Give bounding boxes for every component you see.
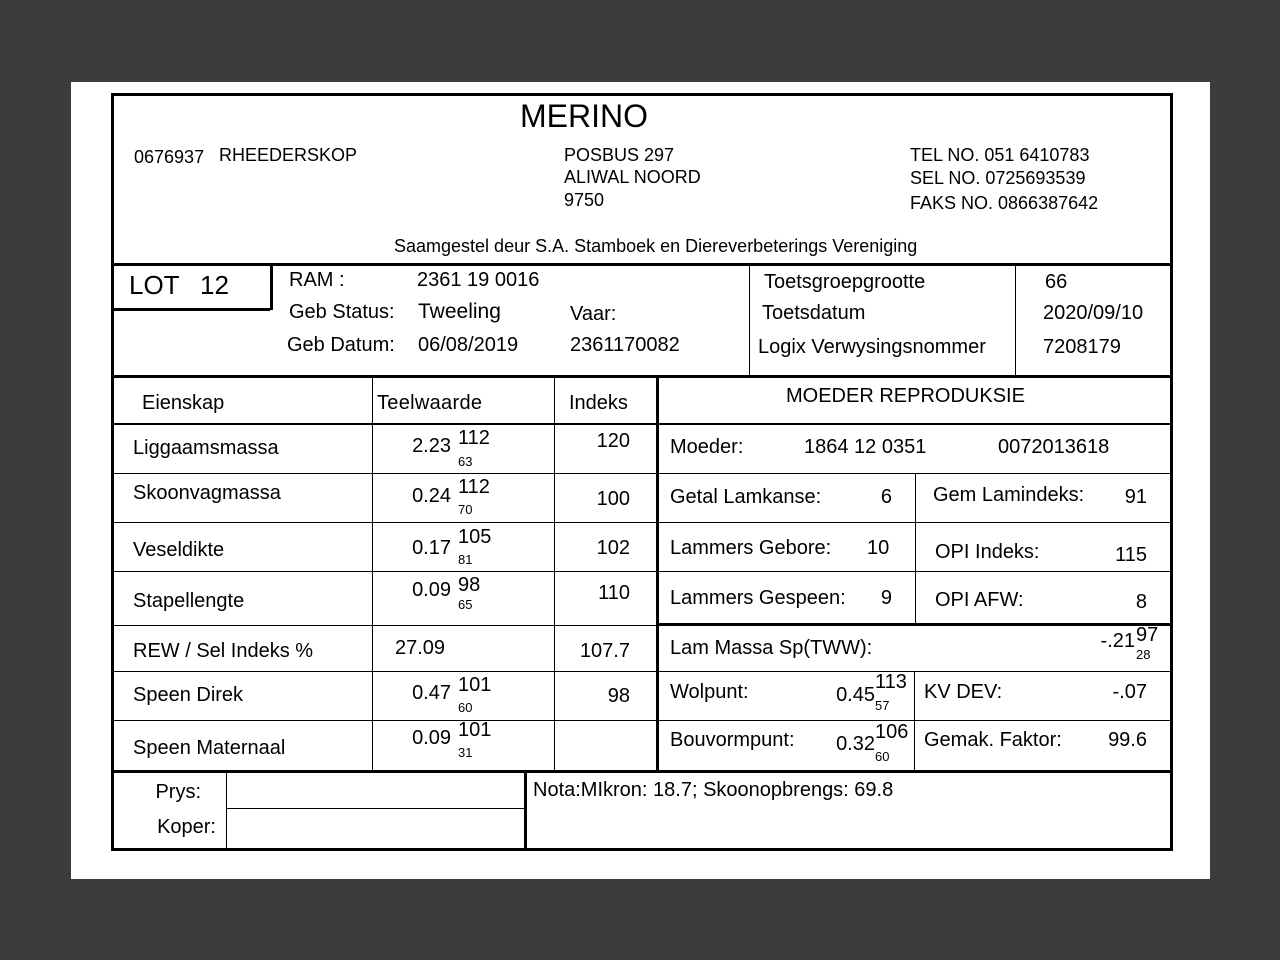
trait-sub: 81 — [458, 552, 473, 567]
trait-sub: 31 — [458, 745, 473, 760]
mother-col-b — [914, 672, 915, 771]
test-box-mid — [1015, 264, 1016, 376]
row-line-6 — [112, 720, 658, 721]
trait-sub: 63 — [458, 454, 473, 469]
lamb-chances-value: 6 — [880, 486, 892, 508]
row-line-3 — [112, 571, 658, 572]
row-line-h — [112, 423, 658, 425]
price-field[interactable] — [235, 782, 515, 804]
lamb-mass-sup: 97 — [1136, 624, 1159, 646]
mother-heading: MOEDER REPRODUKSIE — [786, 385, 1025, 407]
opi-afw-label: OPI AFW: — [935, 589, 1024, 611]
fax-number: FAKS NO. 0866387642 — [910, 193, 1099, 213]
trait-name: Stapellengte — [133, 590, 245, 612]
buyer-label: Koper: — [157, 816, 216, 838]
breeder-name: RHEEDERSKOP — [219, 145, 358, 165]
lambs-weaned-value: 9 — [880, 587, 892, 609]
lamb-mass-value: -.21 — [1100, 630, 1135, 652]
trait-sup: 112 — [458, 427, 490, 449]
conformation-score-sup: 106 — [875, 721, 909, 743]
row-line-5 — [112, 671, 658, 672]
trait-index: 102 — [596, 537, 630, 559]
col-line-1 — [372, 377, 373, 771]
col-header-breeding-value: Teelwaarde — [377, 392, 483, 414]
ram-value: 2361 19 0016 — [417, 269, 540, 291]
birth-date-value: 06/08/2019 — [418, 334, 519, 356]
mother-line-6 — [658, 720, 1172, 721]
footer-price-left — [226, 772, 227, 848]
lamb-mass-sub: 28 — [1136, 647, 1151, 662]
logix-value: 7208179 — [1043, 336, 1121, 358]
mother-line-5 — [658, 671, 1172, 672]
avg-lamb-index-label: Gem Lamindeks: — [933, 484, 1085, 506]
trait-value: 0.47 — [412, 682, 451, 704]
trait-name: Skoonvagmassa — [133, 482, 281, 504]
status-label: Geb Status: — [289, 301, 395, 323]
sire-label: Vaar: — [570, 303, 617, 325]
birth-date-label: Geb Datum: — [287, 334, 395, 356]
frame-bottom — [112, 848, 1172, 851]
mother-line-0 — [658, 423, 1172, 425]
cell-number: SEL NO. 0725693539 — [910, 168, 1086, 188]
lot-label: LOT — [129, 270, 180, 300]
trait-sup: 112 — [458, 476, 490, 498]
trait-sub: 60 — [458, 700, 473, 715]
logix-label: Logix Verwysingsnommer — [758, 336, 986, 358]
opi-afw-value: 8 — [1135, 591, 1147, 613]
trait-index: 98 — [607, 685, 630, 707]
ram-label: RAM : — [289, 269, 345, 291]
col-header-trait: Eienskap — [142, 392, 225, 414]
trait-name: Veseldikte — [133, 539, 225, 561]
opi-index-value: 115 — [1115, 544, 1147, 566]
trait-value: 2.23 — [412, 435, 451, 457]
ease-factor-value: 99.6 — [1108, 729, 1147, 751]
test-date-value: 2020/09/10 — [1043, 302, 1144, 324]
lambs-weaned-label: Lammers Gespeen: — [670, 587, 846, 609]
note-text: Nota:MIkron: 18.7; Skoonopbrengs: 69.8 — [533, 779, 894, 801]
frame-left — [111, 93, 114, 851]
trait-sup: 101 — [458, 674, 492, 696]
address-line-3: 9750 — [564, 190, 605, 210]
address-line-2: ALIWAL NOORD — [564, 167, 701, 187]
breeder-id: 0676937 — [134, 147, 205, 167]
kv-dev-label: KV DEV: — [924, 681, 1003, 703]
frame-top — [112, 93, 1172, 96]
footer-top — [112, 770, 1172, 773]
status-value: Tweeling — [418, 300, 501, 323]
trait-index: 100 — [596, 488, 630, 510]
test-group-size-value: 66 — [1045, 271, 1068, 293]
frame-right — [1170, 93, 1173, 851]
row-line-4 — [112, 625, 658, 626]
row-line-2 — [112, 522, 658, 523]
avg-lamb-index-value: 91 — [1124, 486, 1147, 508]
trait-sup: 105 — [458, 526, 492, 548]
footer-note-left — [524, 772, 527, 848]
mother-ref: 0072013618 — [998, 436, 1110, 458]
wool-score-sub: 57 — [875, 698, 890, 713]
trait-index: 110 — [598, 582, 630, 604]
sale-catalogue-card — [71, 82, 1210, 879]
table-top — [112, 375, 1172, 378]
col-line-2 — [554, 377, 555, 771]
trait-name: Liggaamsmassa — [133, 437, 279, 459]
trait-name: Speen Direk — [133, 684, 244, 706]
trait-sup: 101 — [458, 719, 492, 741]
lambs-born-label: Lammers Gebore: — [670, 537, 832, 559]
mother-id: 1864 12 0351 — [804, 436, 927, 458]
test-group-size-label: Toetsgroepgrootte — [764, 271, 926, 293]
trait-value: 0.09 — [412, 579, 451, 601]
row-line-1 — [112, 473, 658, 474]
trait-value: 0.09 — [412, 727, 451, 749]
mother-col-a — [915, 473, 916, 624]
col-line-3 — [656, 377, 659, 771]
wool-score-sup: 113 — [875, 671, 907, 693]
conformation-score-sub: 60 — [875, 749, 890, 764]
trait-sub: 70 — [458, 502, 473, 517]
trait-name: REW / Sel Indeks % — [133, 640, 314, 662]
tel-number: TEL NO. 051 6410783 — [910, 145, 1090, 165]
trait-index: 120 — [596, 430, 630, 452]
lamb-chances-label: Getal Lamkanse: — [670, 486, 822, 508]
buyer-field[interactable] — [235, 817, 515, 839]
address-line-1: POSBUS 297 — [564, 145, 675, 165]
trait-name: Speen Maternaal — [133, 737, 286, 759]
lot-box-right — [270, 264, 273, 310]
opi-index-label: OPI Indeks: — [935, 541, 1040, 563]
ease-factor-label: Gemak. Faktor: — [924, 729, 1062, 751]
wool-score-value: 0.45 — [836, 684, 875, 706]
kv-dev-value: -.07 — [1112, 681, 1147, 703]
trait-sup: 98 — [458, 574, 481, 596]
lambs-born-value: 10 — [867, 537, 890, 559]
compiled-by: Saamgestel deur S.A. Stamboek en Diereverbeterings Vereniging — [394, 236, 918, 256]
conformation-score-value: 0.32 — [836, 733, 875, 755]
footer-row-line — [226, 808, 524, 809]
price-label: Prys: — [155, 781, 201, 803]
conformation-score-label: Bouvormpunt: — [670, 729, 795, 751]
trait-value: 0.17 — [412, 537, 451, 559]
trait-index: 107.7 — [579, 640, 630, 662]
test-box-left — [749, 264, 750, 376]
col-header-index: Indeks — [569, 392, 628, 414]
mother-label: Moeder: — [670, 436, 744, 458]
sire-value: 2361170082 — [570, 334, 680, 356]
trait-value: 0.24 — [412, 485, 451, 507]
document-title: MERINO — [520, 98, 648, 134]
trait-value: 27.09 — [395, 637, 446, 659]
lamb-mass-label: Lam Massa Sp(TWW): — [670, 637, 873, 659]
trait-sub: 65 — [458, 597, 473, 612]
lot-box-bottom — [112, 308, 270, 311]
wool-score-label: Wolpunt: — [670, 681, 749, 703]
lot-number: 12 — [200, 270, 229, 300]
test-date-label: Toetsdatum — [762, 302, 866, 324]
